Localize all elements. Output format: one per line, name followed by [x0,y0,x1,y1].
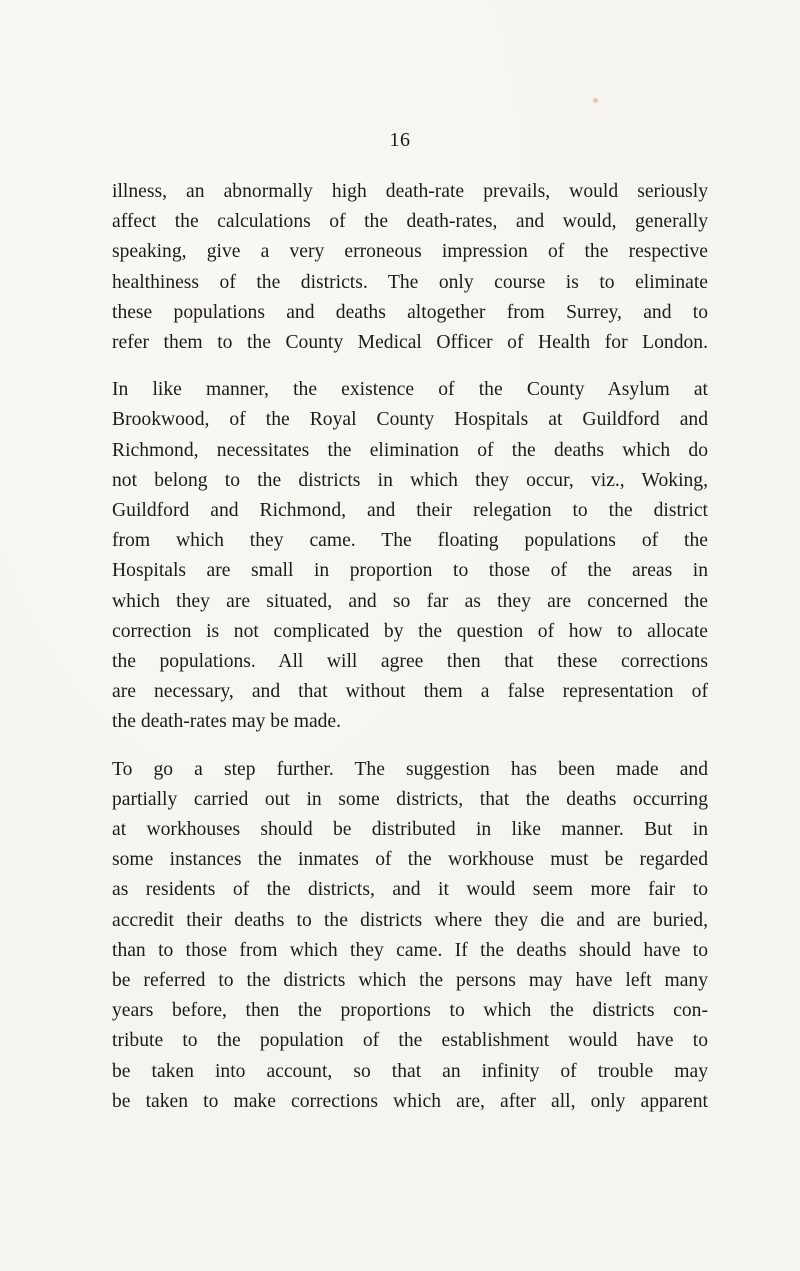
paragraph-2-line-9: correction is not complicated by the question of how to allocate [112,620,708,642]
paragraph-3 [112,755,708,1117]
paper-speck [593,98,598,103]
paragraph-2-line-8: which they are situated, and so far as they are concerned the [112,590,708,612]
paragraph-2-line-10: the populations. All will agree then that these corrections [112,651,708,673]
paragraph-3-line-1: To go a step further. The suggestion has been made and [112,758,708,780]
paragraph-1 [112,177,708,358]
paragraph-3-line-6: accredit their deaths to the districts where they die and are buried, [112,909,708,931]
paragraph-3-line-8: be referred to the districts which the persons may have left many [112,970,708,992]
paragraph-1-line-1: illness, an abnormally high death-rate prevails, would seriously [112,181,708,202]
paragraph-3-line-3: at workhouses should be distributed in like manner. But in [112,819,708,841]
paragraph-1-line-6: refer them to the County Medical Officer of Health for London. [112,332,708,354]
body-text [112,177,708,1117]
paragraph-1-line-3: speaking, give a very erroneous impression of the respective [112,241,708,263]
paragraph-2-line-12: the death-rates may be made. [112,711,342,733]
paragraph-2-line-4: not belong to the districts in which they occur, viz., Woking, [112,469,708,491]
paragraph-2-line-7: Hospitals are small in proportion to those of the areas in [112,560,708,582]
paragraph-3-line-4: some instances the inmates of the workhouse must be regarded [112,849,708,871]
paragraph-3-line-12: be taken to make corrections which are, after all, only apparent [112,1090,708,1112]
paragraph-2 [112,375,708,737]
paragraph-1-line-5: these populations and deaths altogether from Surrey, and to [112,301,708,323]
paragraph-2-line-6: from which they came. The floating populations of the [112,530,708,552]
paragraph-2-line-5: Guildford and Richmond, and their relegation to the district [112,500,708,522]
paragraph-1-line-2: affect the calculations of the death-rates, and would, generally [112,211,708,233]
paragraph-2-line-1: In like manner, the existence of the County Asylum at [112,379,708,401]
page-number: 16 [389,129,411,151]
paragraph-3-line-10: tribute to the population of the establishment would have to [112,1030,708,1052]
paragraph-3-line-5: as residents of the districts, and it would seem more fair to [112,879,708,901]
paragraph-3-line-2: partially carried out in some districts, that the deaths occurring [112,788,708,810]
paragraph-2-line-3: Richmond, necessitates the elimination of the deaths which do [112,439,708,461]
paragraph-2-line-11: are necessary, and that without them a false representation of [112,681,708,703]
paragraph-3-line-11: be taken into account, so that an infinity of trouble may [112,1060,708,1082]
paragraph-1-line-4: healthiness of the districts. The only course is to eliminate [112,271,708,293]
paragraph-2-line-2: Brookwood, of the Royal County Hospitals at Guildford and [112,409,708,431]
paragraph-3-line-7: than to those from which they came. If the deaths should have to [112,939,708,961]
paragraph-3-line-9: years before, then the proportions to which the districts con- [112,1000,708,1022]
